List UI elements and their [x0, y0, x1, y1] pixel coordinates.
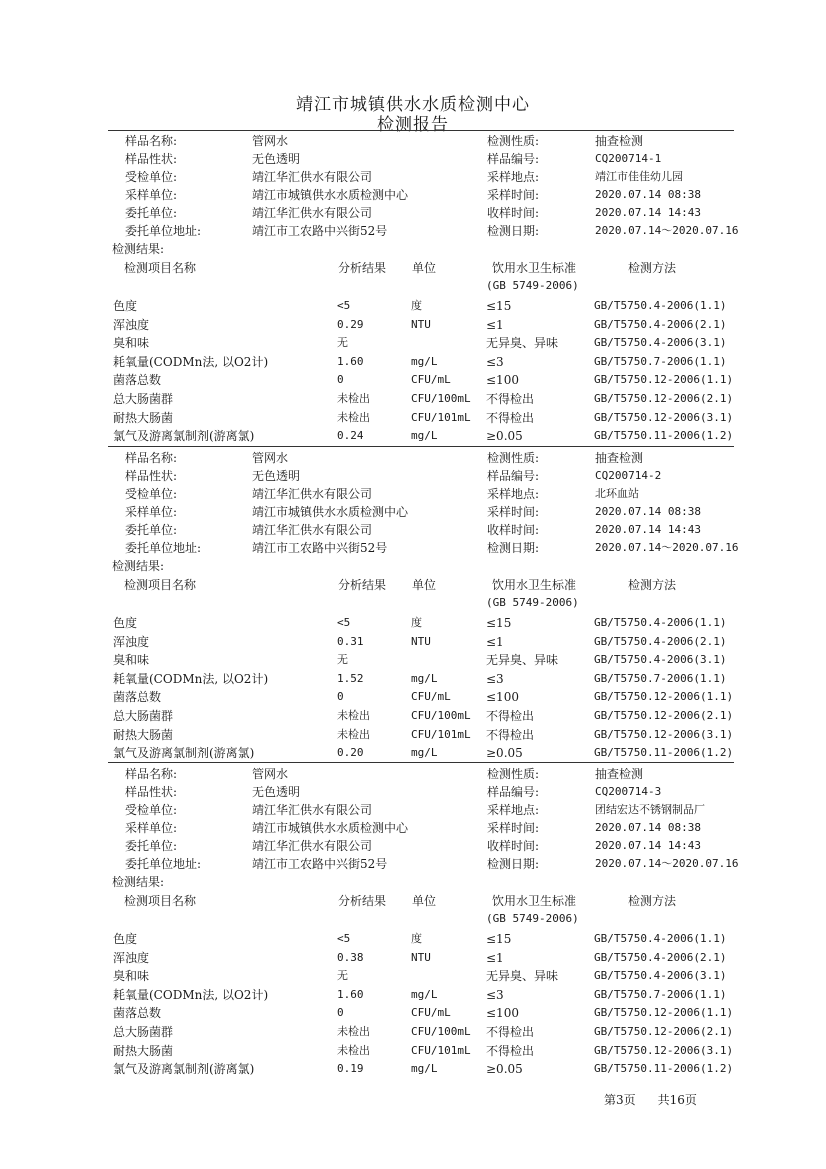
info-label-client: 委托单位:: [125, 523, 178, 537]
row-result: 1.60: [337, 988, 364, 1001]
info-value-nature: 抽查检测: [595, 134, 644, 148]
row-item: 氯气及游离氯制剂(游离氯): [113, 429, 255, 443]
row-result: 0: [337, 1006, 344, 1019]
info-value-code: CQ200714-1: [595, 152, 662, 165]
row-result: 0.38: [337, 951, 364, 964]
col-method: 检测方法: [628, 894, 677, 908]
row-result: 未检出: [337, 411, 370, 424]
info-value-place: 北环血站: [595, 487, 639, 500]
info-label-sampler: 采样单位:: [125, 188, 178, 202]
row-method: GB/T5750.11-2006(1.2): [594, 429, 734, 442]
info-value-name: 管网水: [252, 767, 289, 781]
row-method: GB/T5750.4-2006(1.1): [594, 616, 727, 629]
row-method: GB/T5750.4-2006(1.1): [594, 299, 727, 312]
info-label-rtime: 收样时间:: [487, 206, 540, 220]
info-value-sampler: 靖江市城镇供水水质检测中心: [252, 188, 409, 202]
result-row: [0, 671, 826, 687]
sample-section: [0, 449, 826, 767]
row-standard: ≥0.05: [486, 429, 523, 443]
row-standard: 不得检出: [486, 709, 535, 723]
row-standard: 不得检出: [486, 411, 535, 425]
row-standard: ≤3: [486, 672, 504, 686]
col-result: 分析结果: [338, 894, 387, 908]
row-item: 耐热大肠菌: [113, 1044, 174, 1058]
result-row: [0, 391, 826, 407]
info-label-name: 样品名称:: [125, 134, 178, 148]
row-item: 菌落总数: [113, 690, 162, 704]
row-unit: mg/L: [411, 672, 438, 685]
row-unit: CFU/100mL: [411, 1025, 471, 1038]
row-result: 无: [337, 653, 348, 666]
section-divider: [108, 130, 734, 131]
row-item: 色度: [113, 616, 138, 630]
row-result: 无: [337, 336, 348, 349]
info-value-client_addr: 靖江市工农路中兴街52号: [252, 541, 388, 555]
row-item: 色度: [113, 932, 138, 946]
result-row: [0, 615, 826, 631]
result-row: [0, 354, 826, 370]
row-standard: ≤1: [486, 951, 504, 965]
info-value-place: 团结宏达不锈钢制品厂: [595, 803, 705, 816]
row-method: GB/T5750.11-2006(1.2): [594, 746, 734, 759]
info-label-sampler: 采样单位:: [125, 821, 178, 835]
row-item: 氯气及游离氯制剂(游离氯): [113, 1062, 255, 1076]
info-value-rtime: 2020.07.14 14:43: [595, 523, 701, 536]
info-value-tdate: 2020.07.14～2020.07.16: [595, 541, 739, 554]
result-row: [0, 1061, 826, 1077]
info-value-unit: 靖江华汇供水有限公司: [252, 487, 373, 501]
col-method: 检测方法: [628, 578, 677, 592]
row-result: 1.52: [337, 672, 364, 685]
row-unit: CFU/100mL: [411, 392, 471, 405]
col-standard: 饮用水卫生标准: [492, 894, 577, 908]
info-label-nature: 检测性质:: [487, 451, 540, 465]
info-label-place: 采样地点:: [487, 170, 540, 184]
col-standard: 饮用水卫生标准: [492, 578, 577, 592]
result-row: [0, 689, 826, 705]
row-standard: 无异臭、异味: [486, 969, 559, 983]
row-item: 氯气及游离氯制剂(游离氯): [113, 746, 255, 760]
row-standard: ≤100: [486, 690, 519, 704]
result-row: [0, 950, 826, 966]
info-label-code: 样品编号:: [487, 152, 540, 166]
row-method: GB/T5750.12-2006(3.1): [594, 728, 734, 741]
row-result: 未检出: [337, 1025, 370, 1038]
info-label-stime: 采样时间:: [487, 505, 540, 519]
row-result: 未检出: [337, 728, 370, 741]
info-value-sampler: 靖江市城镇供水水质检测中心: [252, 505, 409, 519]
info-value-rtime: 2020.07.14 14:43: [595, 839, 701, 852]
row-standard: ≤1: [486, 318, 504, 332]
row-method: GB/T5750.4-2006(1.1): [594, 932, 727, 945]
row-result: <5: [337, 616, 351, 629]
row-method: GB/T5750.4-2006(3.1): [594, 969, 727, 982]
report-org-title: 靖江市城镇供水水质检测中心: [296, 95, 530, 115]
row-standard: ≤15: [486, 299, 512, 313]
info-value-code: CQ200714-3: [595, 785, 662, 798]
row-method: GB/T5750.4-2006(2.1): [594, 635, 727, 648]
results-label: 检测结果:: [112, 875, 165, 889]
info-label-client: 委托单位:: [125, 839, 178, 853]
row-result: 0.24: [337, 429, 364, 442]
result-row: [0, 1024, 826, 1040]
row-method: GB/T5750.4-2006(3.1): [594, 336, 727, 349]
row-unit: CFU/mL: [411, 373, 451, 386]
row-unit: mg/L: [411, 988, 438, 1001]
page-total: 共16页: [657, 1093, 697, 1107]
report-title: 检测报告: [377, 115, 449, 135]
row-item: 臭和味: [113, 653, 150, 667]
row-unit: NTU: [411, 318, 431, 331]
info-value-name: 管网水: [252, 134, 289, 148]
info-label-name: 样品名称:: [125, 767, 178, 781]
row-unit: NTU: [411, 951, 431, 964]
row-item: 耗氧量(CODMn法, 以O2计): [113, 672, 269, 686]
row-standard: 不得检出: [486, 728, 535, 742]
sample-section: [0, 132, 826, 450]
row-method: GB/T5750.12-2006(2.1): [594, 392, 734, 405]
results-label: 检测结果:: [112, 242, 165, 256]
row-result: 无: [337, 969, 348, 982]
row-item: 菌落总数: [113, 1006, 162, 1020]
info-value-state: 无色透明: [252, 469, 301, 483]
row-item: 总大肠菌群: [113, 392, 174, 406]
row-standard: 无异臭、异味: [486, 336, 559, 350]
info-value-tdate: 2020.07.14～2020.07.16: [595, 857, 739, 870]
info-label-tdate: 检测日期:: [487, 541, 540, 555]
row-standard: ≤15: [486, 616, 512, 630]
result-row: [0, 931, 826, 947]
info-label-client_addr: 委托单位地址:: [125, 857, 202, 871]
info-value-client_addr: 靖江市工农路中兴街52号: [252, 224, 388, 238]
info-value-tdate: 2020.07.14～2020.07.16: [595, 224, 739, 237]
info-label-nature: 检测性质:: [487, 134, 540, 148]
row-item: 耗氧量(CODMn法, 以O2计): [113, 988, 269, 1002]
info-value-unit: 靖江华汇供水有限公司: [252, 170, 373, 184]
result-row: [0, 1043, 826, 1059]
col-standard-ref: (GB 5749-2006): [486, 279, 579, 292]
info-label-client: 委托单位:: [125, 206, 178, 220]
row-unit: CFU/101mL: [411, 1044, 471, 1057]
info-label-sampler: 采样单位:: [125, 505, 178, 519]
row-standard: 不得检出: [486, 1044, 535, 1058]
row-result: 0: [337, 690, 344, 703]
row-result: 未检出: [337, 709, 370, 722]
col-unit: 单位: [412, 894, 437, 908]
info-value-client_addr: 靖江市工农路中兴街52号: [252, 857, 388, 871]
row-item: 总大肠菌群: [113, 709, 174, 723]
info-label-state: 样品性状:: [125, 152, 178, 166]
row-method: GB/T5750.7-2006(1.1): [594, 988, 727, 1001]
row-unit: CFU/mL: [411, 690, 451, 703]
row-item: 耐热大肠菌: [113, 728, 174, 742]
row-result: <5: [337, 299, 351, 312]
row-method: GB/T5750.12-2006(1.1): [594, 373, 734, 386]
row-method: GB/T5750.11-2006(1.2): [594, 1062, 734, 1075]
row-result: 0.19: [337, 1062, 364, 1075]
result-row: [0, 410, 826, 426]
row-standard: ≤1: [486, 635, 504, 649]
row-item: 色度: [113, 299, 138, 313]
row-item: 臭和味: [113, 969, 150, 983]
result-row: [0, 987, 826, 1003]
result-row: [0, 372, 826, 388]
info-value-sampler: 靖江市城镇供水水质检测中心: [252, 821, 409, 835]
info-label-unit: 受检单位:: [125, 170, 178, 184]
row-method: GB/T5750.7-2006(1.1): [594, 672, 727, 685]
row-unit: mg/L: [411, 1062, 438, 1075]
row-unit: 度: [411, 932, 422, 945]
info-value-stime: 2020.07.14 08:38: [595, 821, 701, 834]
result-row: [0, 335, 826, 351]
info-value-client: 靖江华汇供水有限公司: [252, 523, 373, 537]
row-unit: mg/L: [411, 355, 438, 368]
row-unit: 度: [411, 299, 422, 312]
row-standard: ≥0.05: [486, 1062, 523, 1076]
info-label-name: 样品名称:: [125, 451, 178, 465]
info-label-client_addr: 委托单位地址:: [125, 224, 202, 238]
info-value-place: 靖江市佳佳幼儿园: [595, 170, 683, 183]
page-number: 第3页: [604, 1093, 636, 1107]
info-value-client: 靖江华汇供水有限公司: [252, 839, 373, 853]
row-item: 浑浊度: [113, 318, 150, 332]
col-standard: 饮用水卫生标准: [492, 261, 577, 275]
row-result: 未检出: [337, 1044, 370, 1057]
row-unit: CFU/100mL: [411, 709, 471, 722]
row-method: GB/T5750.12-2006(1.1): [594, 1006, 734, 1019]
info-label-state: 样品性状:: [125, 469, 178, 483]
col-standard-ref: (GB 5749-2006): [486, 596, 579, 609]
result-row: [0, 634, 826, 650]
result-row: [0, 727, 826, 743]
row-standard: 不得检出: [486, 392, 535, 406]
col-unit: 单位: [412, 261, 437, 275]
info-value-client: 靖江华汇供水有限公司: [252, 206, 373, 220]
result-row: [0, 428, 826, 444]
row-standard: ≤100: [486, 373, 519, 387]
row-item: 浑浊度: [113, 635, 150, 649]
info-label-place: 采样地点:: [487, 803, 540, 817]
row-standard: ≤3: [486, 988, 504, 1002]
info-value-code: CQ200714-2: [595, 469, 662, 482]
row-unit: 度: [411, 616, 422, 629]
result-row: [0, 298, 826, 314]
result-row: [0, 968, 826, 984]
row-unit: CFU/101mL: [411, 728, 471, 741]
row-unit: NTU: [411, 635, 431, 648]
row-result: 未检出: [337, 392, 370, 405]
result-row: [0, 317, 826, 333]
info-label-place: 采样地点:: [487, 487, 540, 501]
row-item: 耗氧量(CODMn法, 以O2计): [113, 355, 269, 369]
info-label-rtime: 收样时间:: [487, 839, 540, 853]
row-unit: mg/L: [411, 429, 438, 442]
col-item: 检测项目名称: [124, 894, 197, 908]
row-item: 臭和味: [113, 336, 150, 350]
row-method: GB/T5750.12-2006(2.1): [594, 1025, 734, 1038]
result-row: [0, 745, 826, 761]
info-label-stime: 采样时间:: [487, 188, 540, 202]
info-label-nature: 检测性质:: [487, 767, 540, 781]
row-result: <5: [337, 932, 351, 945]
col-unit: 单位: [412, 578, 437, 592]
col-standard-ref: (GB 5749-2006): [486, 912, 579, 925]
info-value-nature: 抽查检测: [595, 451, 644, 465]
info-value-state: 无色透明: [252, 152, 301, 166]
result-row: [0, 652, 826, 668]
row-result: 0.20: [337, 746, 364, 759]
row-unit: CFU/101mL: [411, 411, 471, 424]
info-label-tdate: 检测日期:: [487, 224, 540, 238]
col-result: 分析结果: [338, 261, 387, 275]
info-value-name: 管网水: [252, 451, 289, 465]
result-row: [0, 708, 826, 724]
info-value-unit: 靖江华汇供水有限公司: [252, 803, 373, 817]
row-result: 0.29: [337, 318, 364, 331]
row-item: 总大肠菌群: [113, 1025, 174, 1039]
info-label-state: 样品性状:: [125, 785, 178, 799]
results-label: 检测结果:: [112, 559, 165, 573]
info-value-stime: 2020.07.14 08:38: [595, 505, 701, 518]
row-item: 菌落总数: [113, 373, 162, 387]
info-value-state: 无色透明: [252, 785, 301, 799]
row-method: GB/T5750.4-2006(2.1): [594, 951, 727, 964]
info-value-rtime: 2020.07.14 14:43: [595, 206, 701, 219]
row-standard: 不得检出: [486, 1025, 535, 1039]
row-method: GB/T5750.12-2006(3.1): [594, 411, 734, 424]
row-standard: 无异臭、异味: [486, 653, 559, 667]
row-standard: ≤15: [486, 932, 512, 946]
info-label-rtime: 收样时间:: [487, 523, 540, 537]
info-label-code: 样品编号:: [487, 785, 540, 799]
info-label-unit: 受检单位:: [125, 487, 178, 501]
row-method: GB/T5750.4-2006(3.1): [594, 653, 727, 666]
info-label-client_addr: 委托单位地址:: [125, 541, 202, 555]
info-value-nature: 抽查检测: [595, 767, 644, 781]
row-standard: ≤100: [486, 1006, 519, 1020]
info-value-stime: 2020.07.14 08:38: [595, 188, 701, 201]
row-result: 0: [337, 373, 344, 386]
info-label-stime: 采样时间:: [487, 821, 540, 835]
row-result: 1.60: [337, 355, 364, 368]
info-label-tdate: 检测日期:: [487, 857, 540, 871]
col-item: 检测项目名称: [124, 578, 197, 592]
col-result: 分析结果: [338, 578, 387, 592]
result-row: [0, 1005, 826, 1021]
row-method: GB/T5750.12-2006(1.1): [594, 690, 734, 703]
row-item: 浑浊度: [113, 951, 150, 965]
row-unit: mg/L: [411, 746, 438, 759]
page-footer: [604, 1091, 719, 1108]
row-method: GB/T5750.12-2006(3.1): [594, 1044, 734, 1057]
row-unit: CFU/mL: [411, 1006, 451, 1019]
col-item: 检测项目名称: [124, 261, 197, 275]
row-method: GB/T5750.7-2006(1.1): [594, 355, 727, 368]
info-label-code: 样品编号:: [487, 469, 540, 483]
row-item: 耐热大肠菌: [113, 411, 174, 425]
col-method: 检测方法: [628, 261, 677, 275]
row-result: 0.31: [337, 635, 364, 648]
row-standard: ≥0.05: [486, 746, 523, 760]
row-method: GB/T5750.12-2006(2.1): [594, 709, 734, 722]
row-method: GB/T5750.4-2006(2.1): [594, 318, 727, 331]
sample-section: [0, 765, 826, 1083]
row-standard: ≤3: [486, 355, 504, 369]
info-label-unit: 受检单位:: [125, 803, 178, 817]
